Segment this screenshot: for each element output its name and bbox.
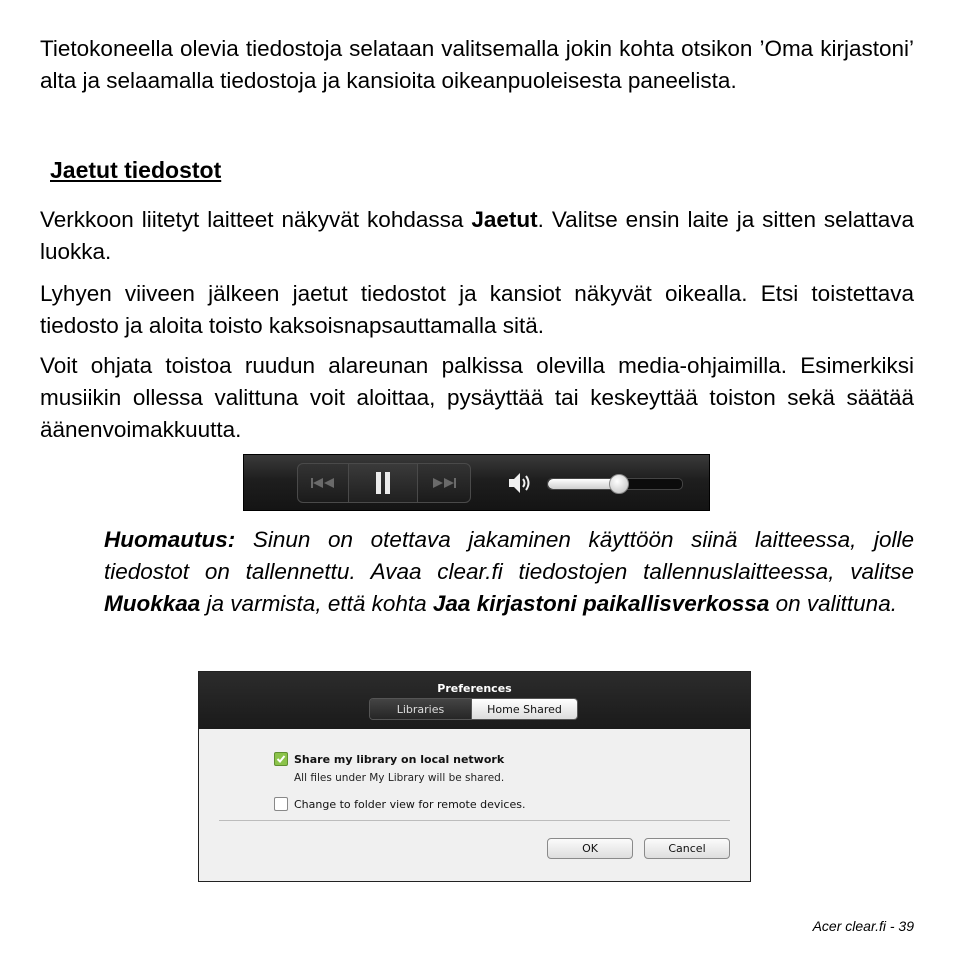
- volume-level-fill: [548, 479, 618, 489]
- share-library-option[interactable]: [274, 752, 504, 766]
- page-footer: Acer clear.fi - 39: [812, 918, 914, 934]
- media-control-bar: [243, 454, 710, 511]
- speaker-icon[interactable]: [508, 471, 534, 495]
- tab-home-shared[interactable]: Home Shared: [472, 699, 577, 719]
- folder-view-label: Change to folder view for remote devices.: [294, 797, 526, 811]
- p1-text-b: . Valitse ensin laite ja sitten selattava luokka.: [40, 207, 914, 264]
- folder-view-option[interactable]: [274, 797, 525, 811]
- paragraph-shared: [40, 204, 914, 268]
- note-bold-share: Jaa kirjastoni paikallisverkossa: [432, 591, 770, 616]
- pause-button[interactable]: [348, 464, 418, 502]
- share-library-description: All files under My Library will be shared.: [294, 772, 505, 784]
- tab-libraries[interactable]: Libraries: [370, 699, 472, 719]
- note-text-a: Sinun on otettava jakaminen käyttöön siinä laitteessa, jolle tiedostot on tallennettu. Avaa clear.fi tiedostojen tallennuslaitteessa, valitse: [104, 527, 914, 584]
- transport-controls: [297, 463, 471, 503]
- folder-view-checkbox[interactable]: [274, 797, 288, 811]
- note-paragraph: [104, 524, 914, 620]
- note-text-c: on valittuna.: [769, 591, 897, 616]
- p1-text-a: Verkkoon liitetyt laitteet näkyvät kohdassa: [40, 207, 472, 232]
- note-bold-edit: Muokkaa: [104, 591, 201, 616]
- volume-slider-handle[interactable]: [609, 474, 629, 494]
- checkmark-icon: [276, 754, 286, 764]
- next-track-icon: [432, 477, 456, 489]
- pause-icon: [375, 472, 391, 494]
- preferences-tabs: [369, 698, 578, 720]
- section-heading: Jaetut tiedostot: [50, 157, 222, 183]
- paragraph-controls: Voit ohjata toistoa ruudun alareunan palkissa olevilla media-ohjaimilla. Esimerkiksi musiikin ollessa valittuna voit aloittaa, pysäyttää tai keskeyttää toiston sekä säätää äänenvoimakkuutta.: [40, 353, 914, 442]
- cancel-button[interactable]: Cancel: [644, 838, 730, 859]
- note-text-b: ja varmista, että kohta: [200, 591, 433, 616]
- paragraph-delay: Lyhyen viiveen jälkeen jaetut tiedostot ja kansiot näkyvät oikealla. Etsi toistettava tiedosto ja aloita toisto kaksoisnapsauttamalla sitä.: [40, 281, 914, 338]
- ok-button[interactable]: OK: [547, 838, 633, 859]
- note-label: Huomautus:: [104, 527, 236, 552]
- volume-slider[interactable]: [547, 478, 683, 490]
- dialog-divider: [219, 820, 730, 821]
- previous-track-icon: [311, 477, 335, 489]
- share-library-checkbox[interactable]: [274, 752, 288, 766]
- dialog-title: Preferences: [437, 682, 512, 695]
- preferences-dialog: [198, 671, 751, 882]
- p1-bold-shared: Jaetut: [471, 207, 538, 232]
- previous-button[interactable]: [298, 464, 348, 502]
- intro-paragraph: Tietokoneella olevia tiedostoja selataan valitsemalla jokin kohta otsikon ’Oma kirjastoni’ alta ja selaamalla tiedostoja ja kansioita oikeanpuoleisesta paneelista.: [40, 36, 914, 93]
- share-library-label: Share my library on local network: [294, 752, 505, 766]
- next-button[interactable]: [418, 464, 470, 502]
- dialog-header: [199, 672, 750, 729]
